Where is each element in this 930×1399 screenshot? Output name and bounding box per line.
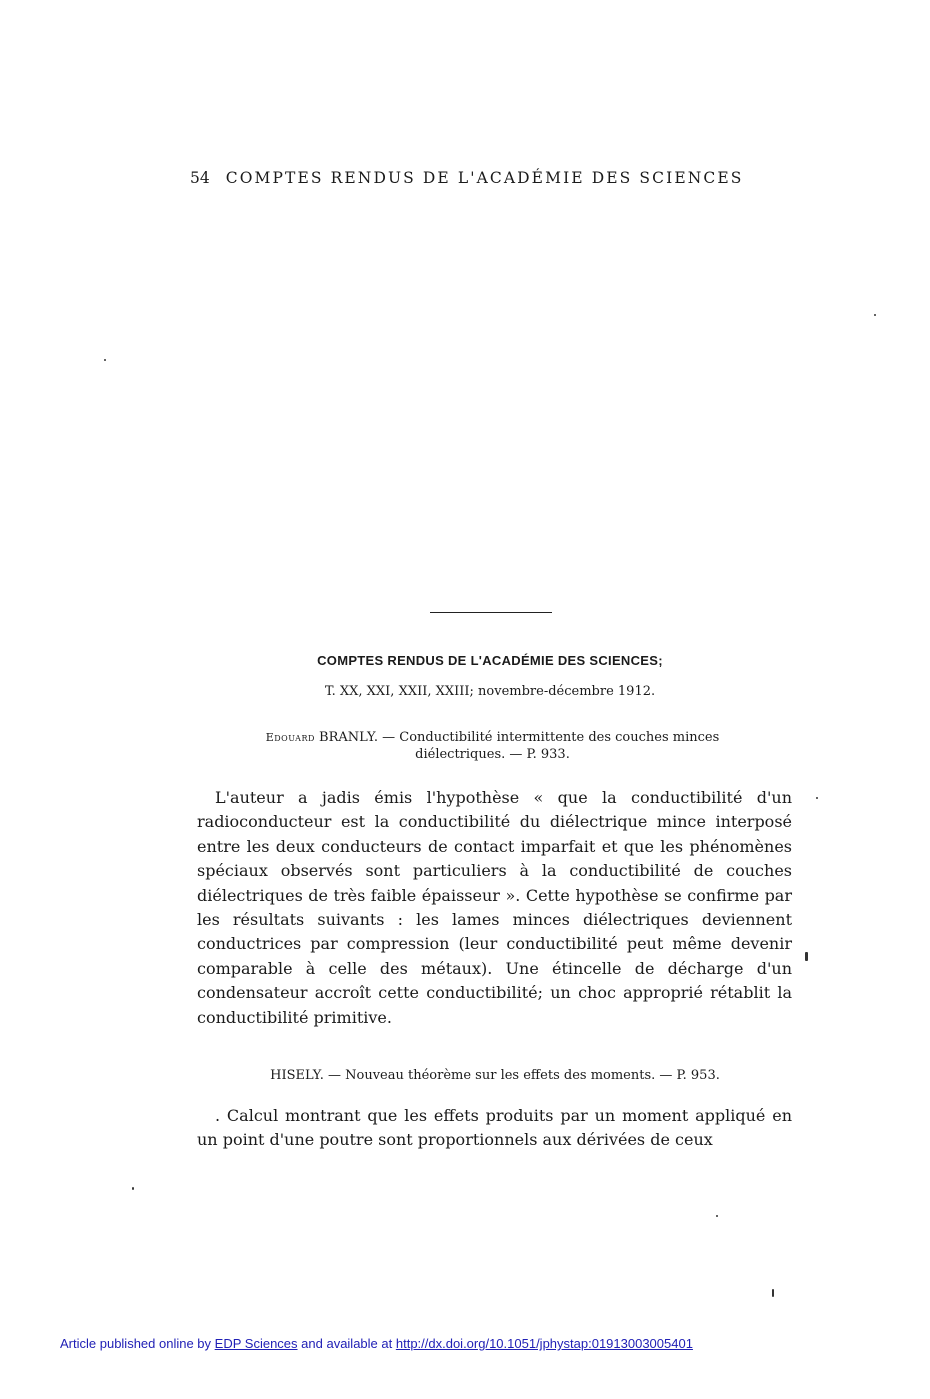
scan-speck xyxy=(772,1289,774,1297)
publisher-link[interactable]: EDP Sciences xyxy=(214,1336,298,1351)
entry-abstract xyxy=(197,786,792,1030)
abstract-text: . Calcul montrant que les effets produits par un moment appliqué en un point d'une poutre sont proportionnels aux dérivées de ceux xyxy=(197,1106,792,1150)
section-divider xyxy=(430,612,552,613)
scan-speck xyxy=(805,952,808,961)
author-first-name: Edouard xyxy=(265,731,315,744)
entry-abstract xyxy=(197,1104,792,1153)
footer-middle: and available at xyxy=(301,1336,393,1351)
abstract-text: L'auteur a jadis émis l'hypothèse « que la conductibilité d'un radioconducteur est la conductibilité du diélectrique mince interposé entre les deux conducteurs de contact imparfait et que les phénomènes spéciaux observés sont particuliers à la conductibilité de couches diélectriques de très faible épaisseur ». Cette hypothèse se confirme par les résultats suivants : les lames minces diélectriques deviennent conductrices par compression (leur conductibilité peut même devenir comparable à celle des métaux). Une étincelle de décharge d'un condensateur accroît cette conductibilité; un choc approprié rétablit la conductibilité primitive. xyxy=(197,788,792,1027)
entry-heading xyxy=(220,729,765,763)
entry-title: — Conductibilité intermittente des couches minces diélectriques. — P. 933. xyxy=(382,730,720,762)
scan-speck xyxy=(716,1215,718,1217)
section-title: COMPTES RENDUS DE L'ACADÉMIE DES SCIENCES; xyxy=(317,653,663,668)
running-head xyxy=(190,169,750,187)
footer-prefix: Article published online by xyxy=(60,1336,212,1351)
entry-heading xyxy=(200,1068,790,1083)
scan-speck xyxy=(132,1187,134,1190)
section-volumes: T. XX, XXI, XXII, XXIII; novembre-décembre 1912. xyxy=(324,684,656,699)
author-name: BRANLY. xyxy=(319,730,378,745)
publication-footer xyxy=(60,1336,693,1351)
author-name: HISELY. xyxy=(270,1068,324,1083)
scan-speck xyxy=(874,314,876,316)
running-title: COMPTES RENDUS DE L'ACADÉMIE DES SCIENCES xyxy=(225,169,744,187)
page-number: 54 xyxy=(190,169,210,187)
scan-speck xyxy=(104,359,106,361)
doi-link[interactable]: http://dx.doi.org/10.1051/jphystap:01913003005401 xyxy=(395,1336,693,1351)
entry-title: — Nouveau théorème sur les effets des moments. — P. 953. xyxy=(328,1068,720,1083)
scan-speck xyxy=(816,797,818,799)
